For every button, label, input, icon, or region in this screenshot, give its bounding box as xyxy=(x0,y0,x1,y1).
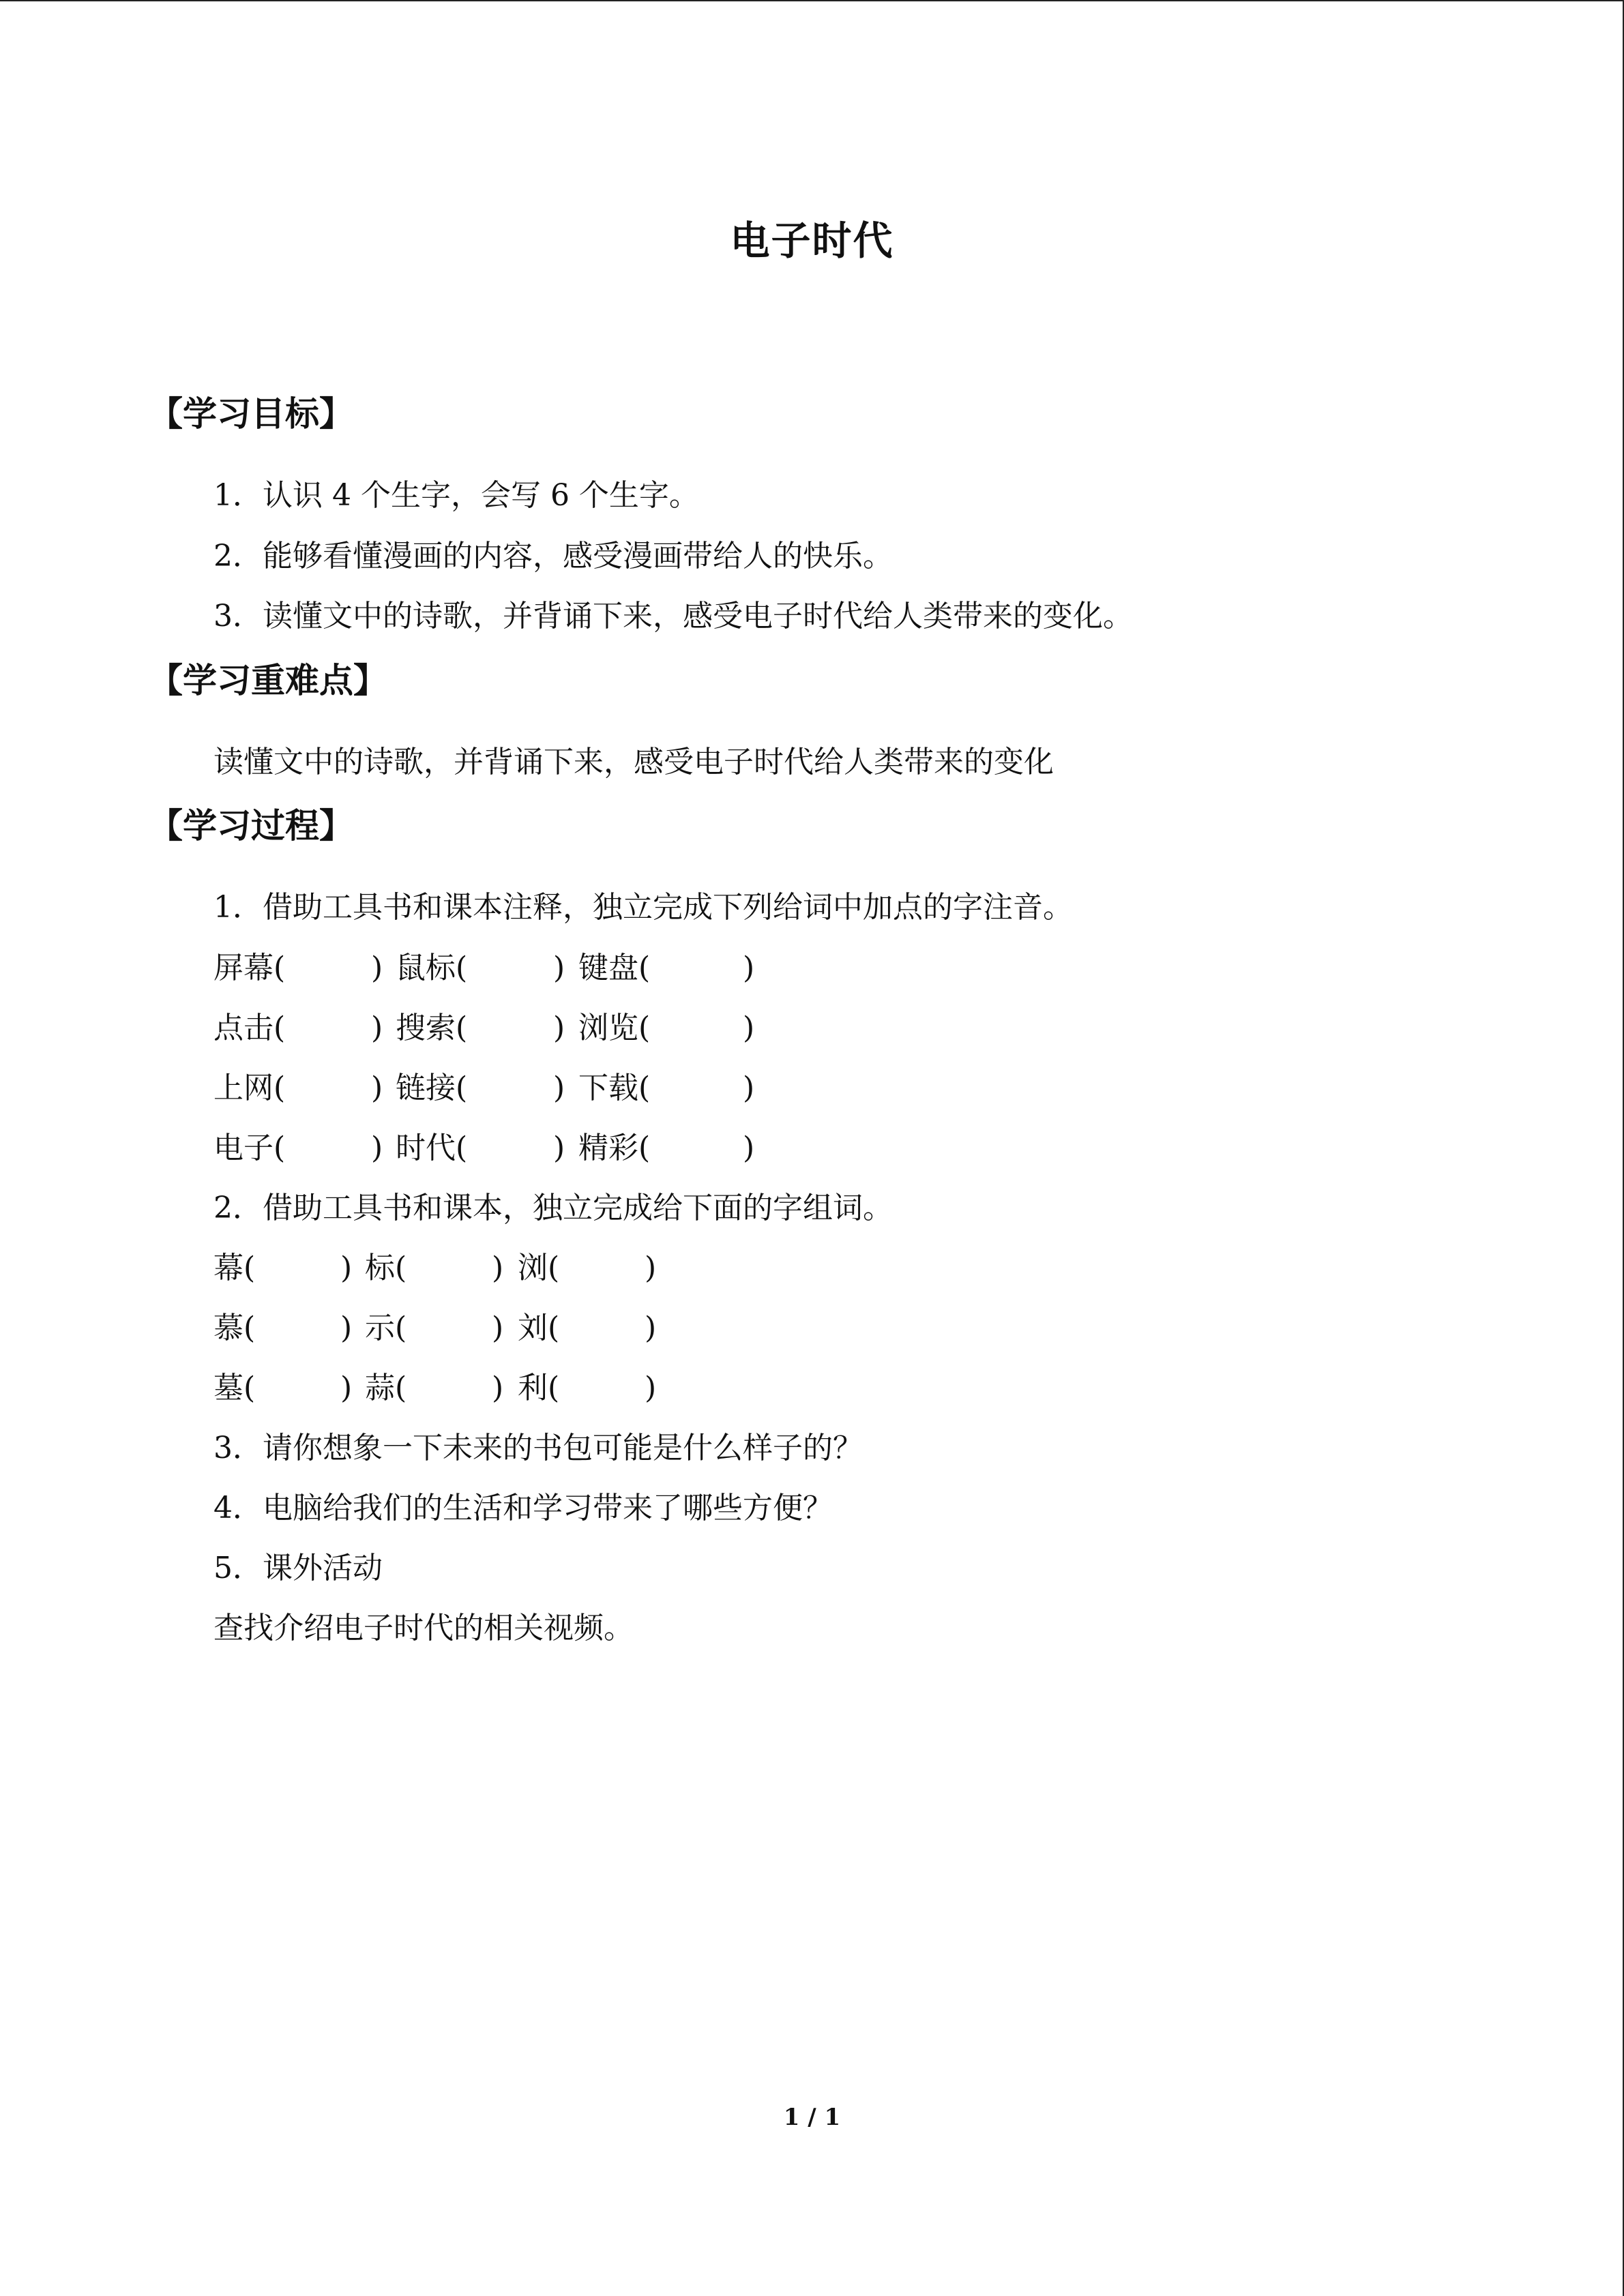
objective-item: 2．能够看懂漫画的内容，感受漫画带给人的快乐。 xyxy=(213,539,893,573)
close-paren: ) xyxy=(553,1071,565,1105)
close-paren: ) xyxy=(340,1311,353,1345)
close-paren: ) xyxy=(553,951,565,985)
pinyin-word: 精彩( xyxy=(578,1131,651,1165)
pinyin-word: 键盘( xyxy=(578,951,651,985)
question-5: 5．课外活动 xyxy=(213,1551,383,1585)
close-paren: ) xyxy=(743,1131,755,1165)
word-char: 利( xyxy=(518,1371,560,1405)
close-paren: ) xyxy=(371,1131,383,1165)
question-5-text: 查找介绍电子时代的相关视频。 xyxy=(213,1611,634,1645)
close-paren: ) xyxy=(371,951,383,985)
pinyin-word: 链接( xyxy=(396,1071,468,1105)
close-paren: ) xyxy=(371,1011,383,1045)
word-char: 标( xyxy=(365,1251,407,1285)
close-paren: ) xyxy=(553,1011,565,1045)
close-paren: ) xyxy=(645,1251,657,1285)
word-char: 浏( xyxy=(518,1251,560,1285)
heading-process: 【学习过程】 xyxy=(149,806,353,846)
question-2: 2．借助工具书和课本，独立完成给下面的字组词。 xyxy=(213,1191,893,1225)
word-char: 刘( xyxy=(518,1311,560,1345)
question-3: 3．请你想象一下未来的书包可能是什么样子的？ xyxy=(213,1431,863,1465)
pinyin-word: 下载( xyxy=(578,1071,651,1105)
close-paren: ) xyxy=(340,1371,353,1405)
objective-item: 1．认识 4 个生字，会写 6 个生字。 xyxy=(213,478,699,513)
objective-item: 3．读懂文中的诗歌，并背诵下来，感受电子时代给人类带来的变化。 xyxy=(213,599,1133,633)
question-1: 1．借助工具书和课本注释，独立完成下列给词中加点的字注音。 xyxy=(213,890,1073,925)
pinyin-word: 搜索( xyxy=(396,1011,468,1045)
close-paren: ) xyxy=(743,1071,755,1105)
page-title: 电子时代 xyxy=(730,218,894,264)
pinyin-word: 时代( xyxy=(396,1131,468,1165)
heading-objectives: 【学习目标】 xyxy=(149,394,353,434)
word-char: 墓( xyxy=(213,1371,256,1405)
close-paren: ) xyxy=(492,1371,504,1405)
close-paren: ) xyxy=(743,1011,755,1045)
page-number: 1 / 1 xyxy=(783,2104,841,2131)
close-paren: ) xyxy=(340,1251,353,1285)
key-points-text: 读懂文中的诗歌，并背诵下来，感受电子时代给人类带来的变化 xyxy=(213,745,1054,779)
heading-key-points: 【学习重难点】 xyxy=(149,661,387,700)
close-paren: ) xyxy=(645,1371,657,1405)
close-paren: ) xyxy=(645,1311,657,1345)
pinyin-word: 屏幕( xyxy=(213,951,286,985)
close-paren: ) xyxy=(492,1251,504,1285)
close-paren: ) xyxy=(492,1311,504,1345)
pinyin-word: 上网( xyxy=(213,1071,286,1105)
pinyin-word: 鼠标( xyxy=(396,951,468,985)
question-4: 4．电脑给我们的生活和学习带来了哪些方便？ xyxy=(213,1491,833,1525)
word-char: 蒜( xyxy=(365,1371,407,1405)
pinyin-word: 浏览( xyxy=(578,1011,651,1045)
close-paren: ) xyxy=(553,1131,565,1165)
pinyin-word: 点击( xyxy=(213,1011,286,1045)
close-paren: ) xyxy=(371,1071,383,1105)
word-char: 慕( xyxy=(213,1311,256,1345)
word-char: 示( xyxy=(365,1311,407,1345)
close-paren: ) xyxy=(743,951,755,985)
pinyin-word: 电子( xyxy=(213,1131,286,1165)
word-char: 幕( xyxy=(213,1251,256,1285)
